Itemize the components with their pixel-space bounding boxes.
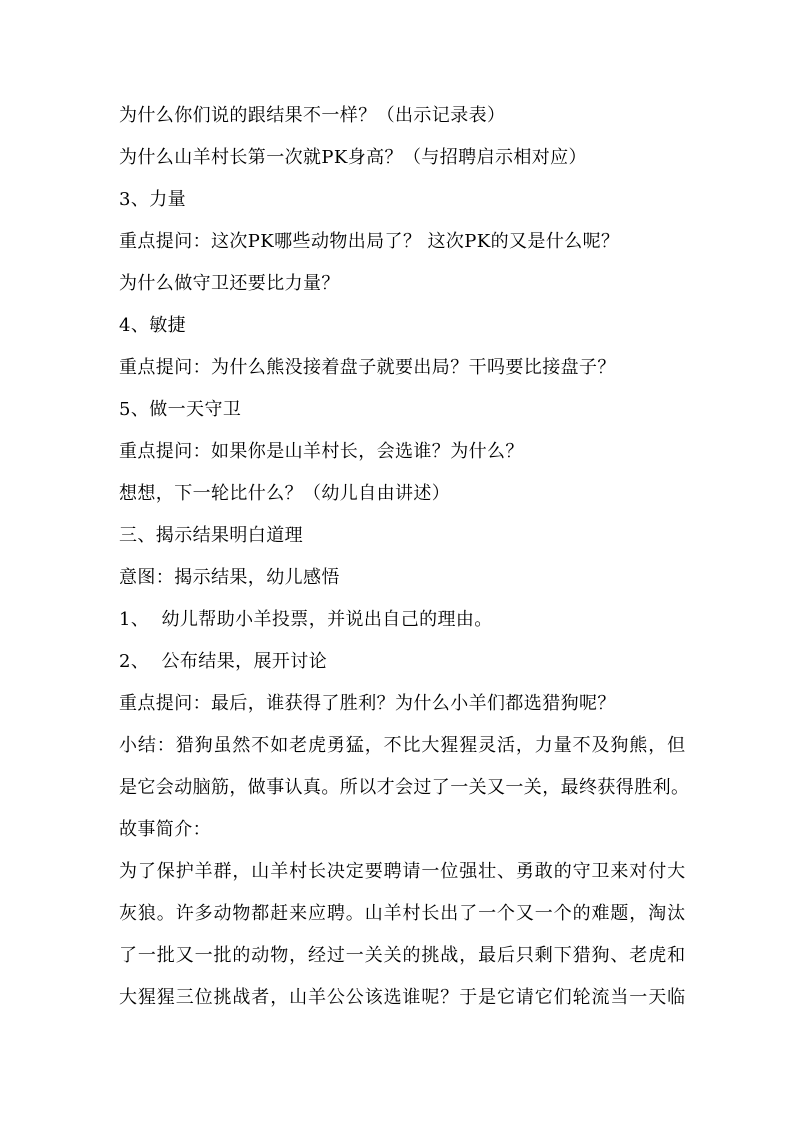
text-line: 重点提问：最后，谁获得了胜利？为什么小羊们都选猎狗呢？ — [119, 693, 616, 714]
text-line: 大猩猩三位挑战者，山羊公公该选谁呢？于是它请它们轮流当一天临 — [119, 987, 686, 1008]
text-line: 为什么你们说的跟结果不一样？（出示记录表） — [119, 105, 506, 126]
text-line: 小结：猎狗虽然不如老虎勇猛，不比大猩猩灵活，力量不及狗熊，但 — [119, 735, 686, 756]
text-line: 为什么山羊村长第一次就PK身高？（与招聘启示相对应） — [119, 147, 587, 168]
text-line: 是它会动脑筋，做事认真。所以才会过了一关又一关，最终获得胜利。 — [119, 777, 690, 798]
list-item: 2、 公布结果，展开讨论 — [119, 651, 328, 672]
text-line: 重点提问：为什么熊没接着盘子就要出局？干吗要比接盘子？ — [119, 357, 616, 378]
text-line: 重点提问：如果你是山羊村长，会选谁？为什么？ — [119, 441, 524, 462]
section-heading: 三、揭示结果明白道理 — [119, 525, 303, 546]
section-heading: 3、力量 — [119, 189, 187, 210]
text-line: 为什么做守卫还要比力量？ — [119, 273, 340, 294]
section-heading: 故事简介： — [119, 819, 211, 840]
text-line: 了一批又一批的动物，经过一关关的挑战，最后只剩下猎狗、老虎和 — [119, 945, 686, 966]
text-line: 灰狼。许多动物都赶来应聘。山羊村长出了一个又一个的难题，淘汰 — [119, 903, 686, 924]
section-heading: 5、做一天守卫 — [119, 399, 242, 420]
text-line: 想想，下一轮比什么？（幼儿自由讲述） — [119, 483, 451, 504]
text-line: 重点提问：这次PK哪些动物出局了？ 这次PK的又是什么呢？ — [119, 231, 620, 252]
list-item: 1、 幼儿帮助小羊投票，并说出自己的理由。 — [119, 609, 493, 630]
text-line: 为了保护羊群，山羊村长决定要聘请一位强壮、勇敢的守卫来对付大 — [119, 861, 686, 882]
section-heading: 4、敏捷 — [119, 315, 187, 336]
text-line: 意图：揭示结果，幼儿感悟 — [119, 567, 340, 588]
